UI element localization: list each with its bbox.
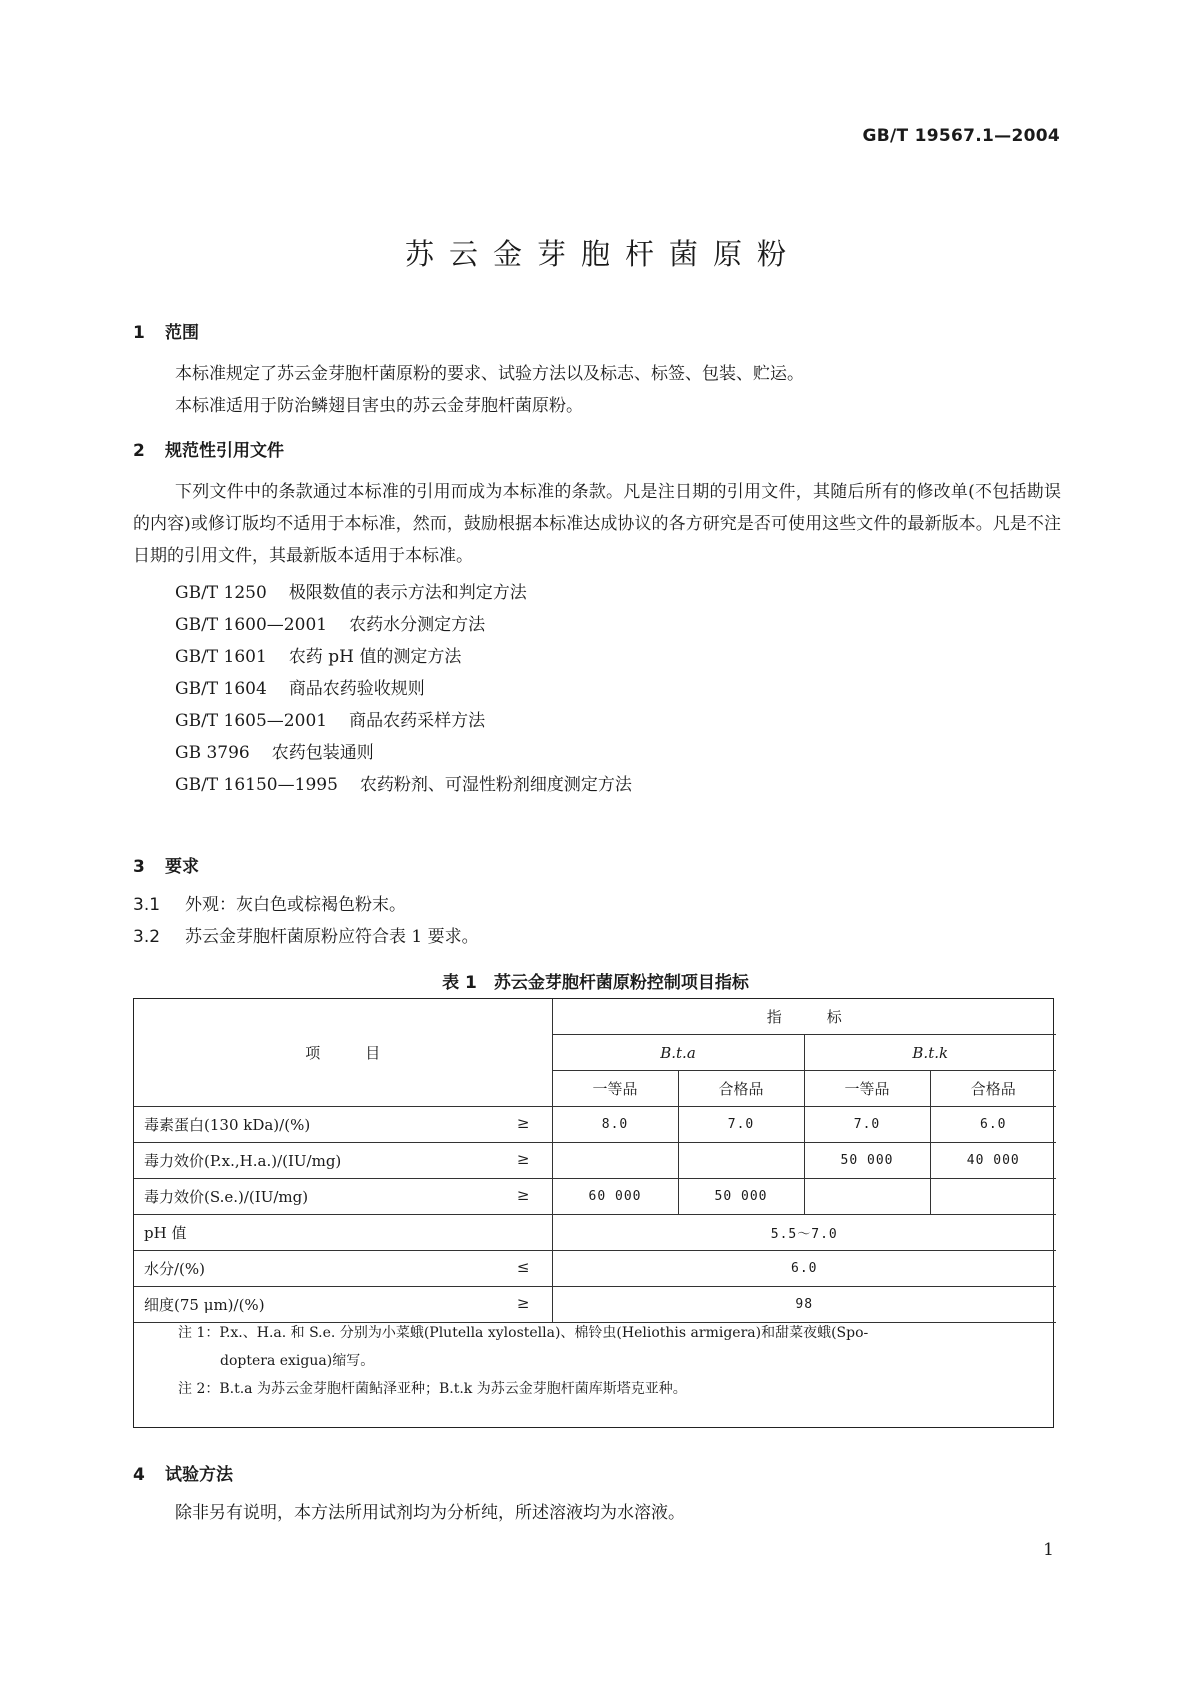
row-label-text: 毒素蛋白(130 kDa)/(%) <box>144 1116 311 1134</box>
section-3-title: 要求 <box>165 857 199 877</box>
header-index: 指 标 <box>552 999 1056 1035</box>
row-label <box>134 1251 552 1287</box>
section-3-heading <box>133 852 199 877</box>
section-2-intro: 下列文件中的条款通过本标准的引用而成为本标准的条款。凡是注日期的引用文件，其随后所有的修改单(不包括勘误的内容)或修订版均不适用于本标准，然而，鼓励根据本标准达成协议的各方研究是否可使用这些文件的最新版本。凡是不注日期的引用文件，其最新版本适用于本标准。 <box>133 482 1061 566</box>
row-operator: ≥ <box>516 1114 530 1132</box>
row-operator: ≥ <box>516 1294 530 1312</box>
reference-code: GB 3796 <box>175 743 250 763</box>
header-btk-grade1: 一等品 <box>804 1071 930 1107</box>
table-row <box>134 1287 1056 1323</box>
row-label <box>134 1143 552 1179</box>
section-2-title: 规范性引用文件 <box>165 441 284 461</box>
reference-code: GB/T 1605—2001 <box>175 711 328 731</box>
section-1-title: 范围 <box>165 323 199 343</box>
reference-code: GB/T 1600—2001 <box>175 615 328 635</box>
reference-title: 农药包装通则 <box>271 743 374 763</box>
header-btk: B.t.k <box>804 1035 1056 1071</box>
table-note-2: 注 2：B.t.a 为苏云金芽胞杆菌鲇泽亚种；B.t.k 为苏云金芽胞杆菌库斯塔克亚种。 <box>178 1381 687 1397</box>
row-label <box>134 1179 552 1215</box>
row-label <box>134 1107 552 1143</box>
clause-3-2 <box>133 921 479 953</box>
reference-title: 极限数值的表示方法和判定方法 <box>288 583 527 603</box>
section-4-number: 4 <box>133 1465 145 1485</box>
reference-item <box>175 577 632 609</box>
cell-bta-grade1: 60 000 <box>552 1179 678 1215</box>
section-1-paragraph-1: 本标准规定了苏云金芽胞杆菌原粉的要求、试验方法以及标志、标签、包装、贮运。 <box>175 364 804 384</box>
page-number: 1 <box>1043 1540 1054 1560</box>
cell-btk-grade2: 40 000 <box>930 1143 1056 1179</box>
section-3-number: 3 <box>133 857 145 877</box>
table-note-1 <box>178 1319 1052 1375</box>
clause-3-1 <box>133 889 406 921</box>
reference-title: 农药粉剂、可湿性粉剂细度测定方法 <box>359 775 632 795</box>
reference-title: 农药 pH 值的测定方法 <box>288 647 462 667</box>
table-row <box>134 1251 1056 1287</box>
reference-item <box>175 769 632 801</box>
section-1-paragraph-2: 本标准适用于防治鳞翅目害虫的苏云金芽胞杆菌原粉。 <box>175 396 583 416</box>
section-1-number: 1 <box>133 323 145 343</box>
reference-item <box>175 705 632 737</box>
normative-reference-list <box>175 577 632 801</box>
cell-bta-grade2 <box>678 1143 804 1179</box>
cell-btk-grade1: 50 000 <box>804 1143 930 1179</box>
row-operator: ≤ <box>516 1258 530 1276</box>
section-4-heading <box>133 1460 233 1485</box>
cell-btk-grade1: 7.0 <box>804 1107 930 1143</box>
table-note-1-text: 注 1：P.x.、H.a. 和 S.e. 分别为小菜蛾(Plutella xylostella)、棉铃虫(Heliothis armigera)和甜菜夜蛾(Spo- <box>178 1325 869 1341</box>
header-bta-grade1: 一等品 <box>552 1071 678 1107</box>
reference-code: GB/T 16150—1995 <box>175 775 338 795</box>
row-label <box>134 1215 552 1251</box>
clause-3-2-number: 3.2 <box>133 927 161 947</box>
row-operator: ≥ <box>516 1186 530 1204</box>
section-4-title: 试验方法 <box>165 1465 233 1485</box>
table-row <box>134 1143 1056 1179</box>
clause-3-2-text: 苏云金芽胞杆菌原粉应符合表 1 要求。 <box>185 927 479 947</box>
cell-bta-grade1 <box>552 1143 678 1179</box>
clause-3-1-text: 外观：灰白色或棕褐色粉末。 <box>185 895 406 915</box>
reference-item <box>175 673 632 705</box>
table-1-notes <box>134 1319 1052 1403</box>
row-label-text: pH 值 <box>144 1224 187 1242</box>
table-row <box>134 1107 1056 1143</box>
table-1-caption: 表 1 苏云金芽胞杆菌原粉控制项目指标 <box>442 973 749 993</box>
reference-code: GB/T 1604 <box>175 679 267 699</box>
row-label-text: 细度(75 μm)/(%) <box>144 1296 265 1314</box>
section-2-heading <box>133 436 284 461</box>
reference-title: 农药水分测定方法 <box>349 615 486 635</box>
reference-item <box>175 737 632 769</box>
header-btk-grade2: 合格品 <box>930 1071 1056 1107</box>
table-1 <box>133 998 1054 1428</box>
table-note-1-continuation: doptera exigua)缩写。 <box>220 1353 375 1369</box>
section-2-number: 2 <box>133 441 145 461</box>
cell-merged-value: 5.5～7.0 <box>552 1215 1056 1251</box>
row-label-text: 水分/(%) <box>144 1260 206 1278</box>
reference-item <box>175 641 632 673</box>
standard-number: GB/T 19567.1—2004 <box>862 126 1060 146</box>
reference-title: 商品农药验收规则 <box>288 679 425 699</box>
cell-merged-value: 98 <box>552 1287 1056 1323</box>
row-label-text: 毒力效价(S.e.)/(IU/mg) <box>144 1188 309 1206</box>
cell-btk-grade1 <box>804 1179 930 1215</box>
cell-bta-grade2: 7.0 <box>678 1107 804 1143</box>
row-label <box>134 1287 552 1323</box>
header-bta: B.t.a <box>552 1035 804 1071</box>
cell-bta-grade2: 50 000 <box>678 1179 804 1215</box>
document-title: 苏云金芽胞杆菌原粉 <box>404 237 801 271</box>
reference-title: 商品农药采样方法 <box>349 711 486 731</box>
table-row <box>134 1215 1056 1251</box>
reference-code: GB/T 1601 <box>175 647 267 667</box>
row-operator: ≥ <box>516 1150 530 1168</box>
table-row <box>134 1179 1056 1215</box>
section-1-heading <box>133 318 199 343</box>
table-header-row <box>134 999 1056 1035</box>
section-4-paragraph-1: 除非另有说明，本方法所用试剂均为分析纯，所述溶液均为水溶液。 <box>175 1503 685 1523</box>
cell-btk-grade2 <box>930 1179 1056 1215</box>
cell-bta-grade1: 8.0 <box>552 1107 678 1143</box>
cell-btk-grade2: 6.0 <box>930 1107 1056 1143</box>
reference-item <box>175 609 632 641</box>
cell-merged-value: 6.0 <box>552 1251 1056 1287</box>
reference-code: GB/T 1250 <box>175 583 267 603</box>
header-item: 项 目 <box>134 999 552 1107</box>
clause-3-1-number: 3.1 <box>133 895 161 915</box>
header-bta-grade2: 合格品 <box>678 1071 804 1107</box>
row-label-text: 毒力效价(P.x.,H.a.)/(IU/mg) <box>144 1152 342 1170</box>
